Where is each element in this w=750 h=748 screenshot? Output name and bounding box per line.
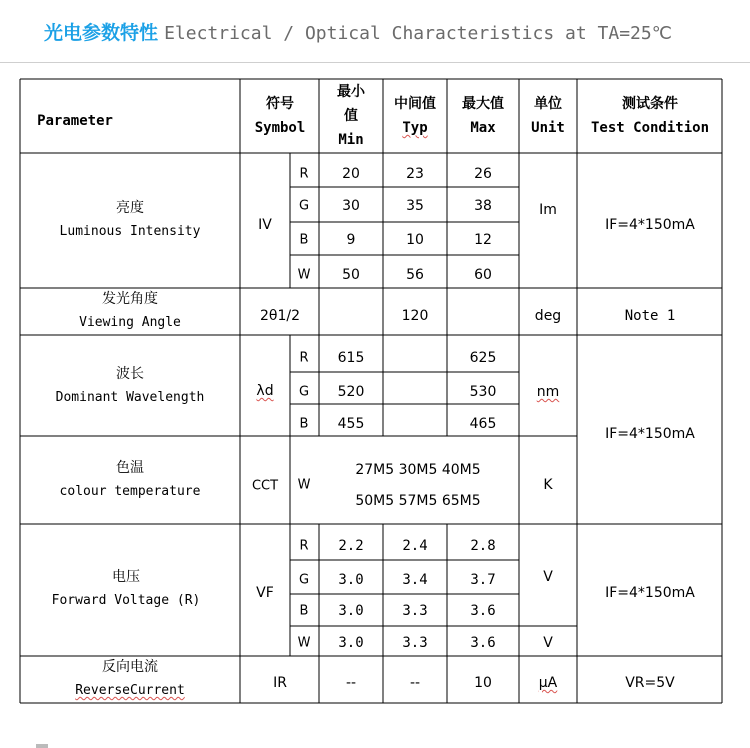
header-condition-cn: 测试条件	[621, 96, 678, 112]
condition-voltage: IF=4*150mA	[605, 585, 695, 601]
condition-luminous: IF=4*150mA	[605, 217, 695, 233]
color-label: R	[299, 166, 309, 182]
color-label: W	[297, 477, 311, 493]
color-label: B	[299, 416, 309, 432]
color-label: W	[297, 635, 311, 651]
param-voltage	[52, 565, 201, 613]
color-label: B	[299, 603, 309, 619]
cell-typ: 56	[406, 267, 424, 283]
symbol-iv: IV	[258, 217, 272, 233]
header-max-en: Max	[470, 120, 496, 136]
cell-min: 455	[337, 416, 365, 432]
cell-typ: 23	[406, 166, 424, 182]
cell-max: 60	[474, 267, 492, 283]
param-reverse-en: ReverseCurrent	[75, 683, 185, 698]
cell-max: 3.6	[470, 635, 496, 651]
header-symbol-en: Symbol	[254, 120, 306, 136]
header-unit-en: Unit	[531, 120, 565, 136]
cell-min: 3.0	[338, 603, 364, 619]
param-viewing-en: Viewing Angle	[79, 315, 181, 330]
header-condition	[591, 92, 709, 140]
param-wavelength	[56, 362, 205, 410]
header-min-cn1: 最小	[337, 84, 365, 100]
symbol-ir: IR	[273, 675, 287, 691]
cell-min: 9	[346, 232, 356, 248]
color-label: G	[298, 384, 310, 400]
cell-max: 465	[469, 416, 497, 432]
cell-typ: --	[409, 675, 421, 691]
cell-max: 2.8	[470, 538, 496, 554]
header-typ-en: Typ	[402, 120, 428, 136]
symbol-viewing: 2θ1/2	[259, 308, 301, 324]
cell-max: 3.6	[470, 603, 496, 619]
cell-min: 20	[342, 166, 360, 182]
document-edge-icon	[36, 744, 48, 748]
cct-values-line1: 27M5 30M5 40M5	[355, 462, 481, 478]
param-reverse-cn: 反向电流	[101, 659, 158, 675]
color-label: R	[299, 350, 309, 366]
title-en: Electrical / Optical Characteristics at TA=25℃	[164, 23, 672, 44]
cell-typ: 3.3	[402, 603, 428, 619]
unit-v-w: V	[543, 635, 553, 651]
param-wavelength-cn: 波长	[116, 366, 144, 382]
param-viewing	[79, 287, 181, 335]
header-unit-cn: 单位	[534, 96, 562, 112]
cell-typ: 35	[406, 198, 424, 214]
param-cct-en: colour temperature	[59, 484, 201, 499]
header-min-cn2: 值	[344, 108, 358, 124]
unit-ua: μA	[538, 675, 558, 691]
title-cn: 光电参数特性	[44, 22, 159, 44]
param-voltage-en: Forward Voltage (R)	[51, 593, 201, 608]
header-typ-cn: 中间值	[394, 96, 436, 112]
param-luminous-cn: 亮度	[115, 200, 144, 216]
unit-k: K	[543, 477, 553, 493]
cell-min: 50	[342, 267, 360, 283]
header-min	[337, 80, 365, 152]
cell-min: 3.0	[338, 572, 364, 588]
param-reverse	[75, 655, 185, 703]
cct-values-line2: 50M5 57M5 65M5	[355, 493, 481, 509]
param-cct-cn: 色温	[115, 460, 144, 476]
cell-max: 625	[469, 350, 497, 366]
cell-min: 2.2	[338, 538, 364, 554]
param-voltage-cn: 电压	[112, 569, 140, 585]
symbol-cct: CCT	[251, 478, 279, 494]
cell-min: 520	[337, 384, 365, 400]
param-cct	[60, 456, 201, 504]
param-wavelength-en: Dominant Wavelength	[55, 390, 205, 405]
color-label: B	[299, 232, 309, 248]
cell-max: 38	[474, 198, 492, 214]
condition-shared: IF=4*150mA	[605, 426, 695, 442]
color-label: R	[299, 538, 309, 554]
param-luminous	[60, 196, 201, 244]
cell-max: 10	[474, 675, 492, 691]
cell-max: 12	[474, 232, 492, 248]
param-luminous-en: Luminous Intensity	[59, 224, 201, 239]
cell-typ: 10	[406, 232, 424, 248]
color-label: W	[297, 267, 311, 283]
header-typ	[394, 92, 436, 140]
cell-min: 30	[342, 198, 360, 214]
header-condition-en: Test Condition	[590, 120, 710, 136]
header-max-cn: 最大值	[462, 96, 504, 112]
cell-typ: 120	[401, 308, 429, 324]
color-label: G	[298, 572, 310, 588]
cell-min: 3.0	[338, 635, 364, 651]
header-max	[462, 92, 504, 140]
header-symbol	[255, 92, 306, 140]
condition-viewing: Note 1	[624, 308, 676, 324]
unit-deg: deg	[534, 308, 562, 324]
cell-max: 3.7	[470, 572, 496, 588]
cell-typ: 3.4	[402, 572, 428, 588]
symbol-vf: VF	[256, 585, 274, 601]
cell-typ: 3.3	[402, 635, 428, 651]
cell-typ: 2.4	[402, 538, 428, 554]
cell-min: 615	[337, 350, 365, 366]
unit-nm: nm	[536, 384, 560, 400]
header-unit	[531, 92, 565, 140]
cell-max: 530	[469, 384, 497, 400]
cell-max: 26	[474, 166, 492, 182]
header-min-en: Min	[338, 132, 364, 148]
condition-reverse: VR=5V	[625, 675, 675, 691]
unit-im: Im	[539, 202, 557, 218]
header-parameter: Parameter	[37, 113, 113, 129]
cell-min: --	[345, 675, 357, 691]
header-symbol-cn: 符号	[265, 96, 294, 112]
unit-v: V	[543, 569, 553, 585]
symbol-lambda: λd	[256, 383, 274, 399]
color-label: G	[298, 198, 310, 214]
param-viewing-cn: 发光角度	[102, 291, 158, 307]
